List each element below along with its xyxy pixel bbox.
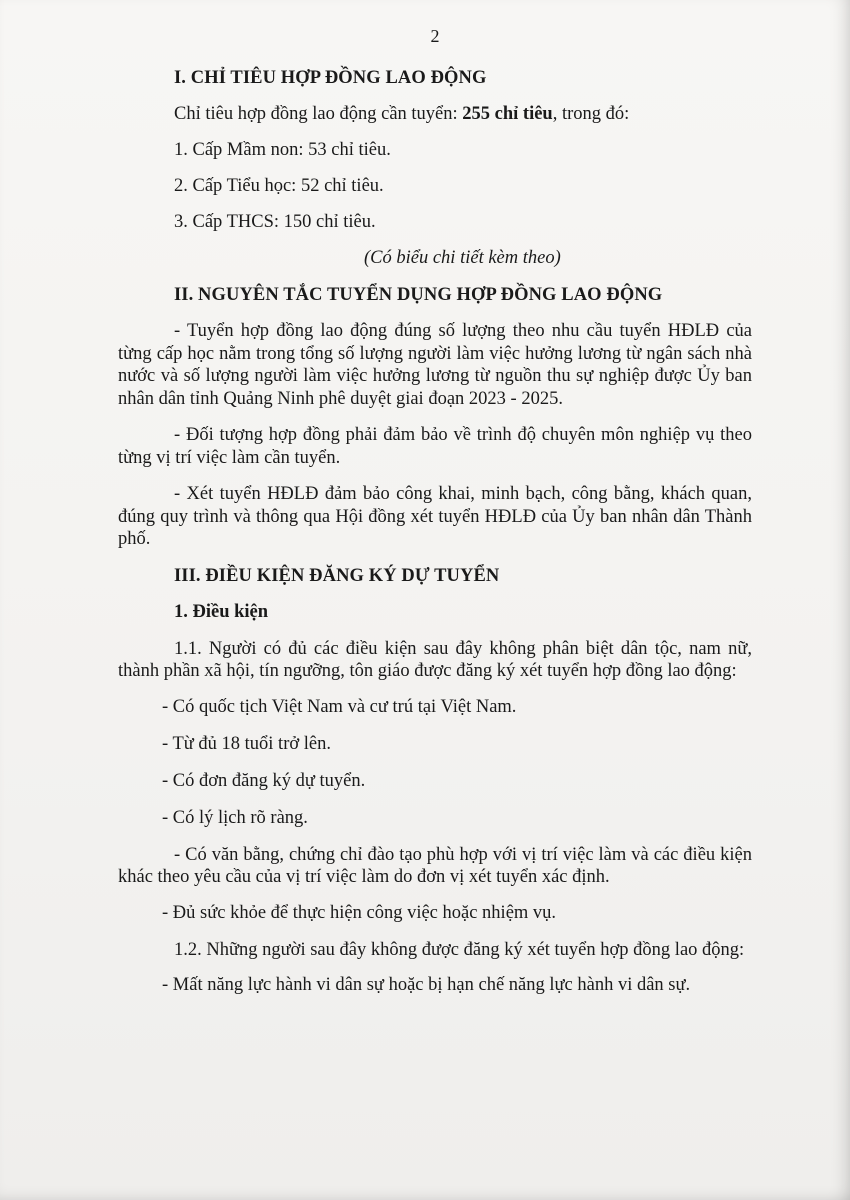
intro-total: 255 chỉ tiêu — [462, 104, 553, 124]
exclusion-legal-capacity: - Mất năng lực hành vi dân sự hoặc bị hạn chế năng lực hành vi dân sự. — [162, 975, 691, 995]
section-3-heading: III. ĐIỀU KIỆN ĐĂNG KÝ DỰ TUYỂN — [174, 565, 500, 586]
quota-item-primary: 2. Cấp Tiểu học: 52 chỉ tiêu. — [174, 176, 384, 196]
principle-paragraph-2: - Đối tượng hợp đồng phải đảm bảo về trình độ chuyên môn nghiệp vụ theo từng vị trí việc làm cần tuyển. — [118, 425, 752, 468]
page-number: 2 — [430, 26, 440, 46]
section-2-heading: II. NGUYÊN TẮC TUYỂN DỤNG HỢP ĐỒNG LAO ĐỘNG — [174, 285, 663, 305]
quota-item-secondary: 3. Cấp THCS: 150 chỉ tiêu. — [174, 212, 376, 232]
condition-age: - Từ đủ 18 tuổi trở lên. — [162, 733, 331, 754]
intro-prefix: Chỉ tiêu hợp đồng lao động cần tuyển: — [174, 104, 463, 124]
intro-suffix: , trong đó: — [552, 104, 630, 124]
section-1-heading: I. CHỈ TIÊU HỢP ĐỒNG LAO ĐỘNG — [174, 68, 487, 88]
condition-nationality: - Có quốc tịch Việt Nam và cư trú tại Việt Nam. — [162, 696, 517, 717]
condition-degree: - Có văn bằng, chứng chỉ đào tạo phù hợp với vị trí việc làm và các điều kiện khác theo yêu cầu của vị trí việc làm do đơn vị xét tuyển xác định. — [118, 844, 752, 887]
conditions-subheading: 1. Điều kiện — [174, 601, 269, 622]
principle-paragraph-1: - Tuyển hợp đồng lao động đúng số lượng theo nhu cầu tuyển HĐLĐ của từng cấp học nằm trong tổng số lượng người làm việc hưởng lương từ ngân sách nhà nước và số lượng người làm việc hưởng lương từ nguồn thu sự nghiệp được Ủy ban nhân dân tỉnh Quảng Ninh phê duyệt giai đoạn 2023 - 2025. — [118, 321, 752, 409]
condition-health: - Đủ sức khỏe để thực hiện công việc hoặc nhiệm vụ. — [162, 902, 557, 923]
attachment-note: (Có biểu chi tiết kèm theo) — [364, 248, 561, 268]
principle-paragraph-3: - Xét tuyển HĐLĐ đảm bảo công khai, minh bạch, công bằng, khách quan, đúng quy trình và thông qua Hội đồng xét tuyển HĐLĐ của Ủy ban nhân dân Thành phố. — [118, 484, 752, 549]
condition-paragraph-1-2: 1.2. Những người sau đây không được đăng ký xét tuyển hợp đồng lao động: — [174, 939, 745, 960]
condition-application: - Có đơn đăng ký dự tuyển. — [162, 770, 366, 791]
section-1-intro — [174, 103, 752, 125]
condition-background: - Có lý lịch rõ ràng. — [162, 807, 308, 828]
quota-item-preschool: 1. Cấp Mầm non: 53 chỉ tiêu. — [174, 140, 391, 160]
document-content — [118, 20, 752, 1011]
condition-paragraph-1-1: 1.1. Người có đủ các điều kiện sau đây không phân biệt dân tộc, nam nữ, thành phần xã hội, tín ngưỡng, tôn giáo được đăng ký xét tuyển hợp đồng lao động: — [118, 638, 752, 681]
